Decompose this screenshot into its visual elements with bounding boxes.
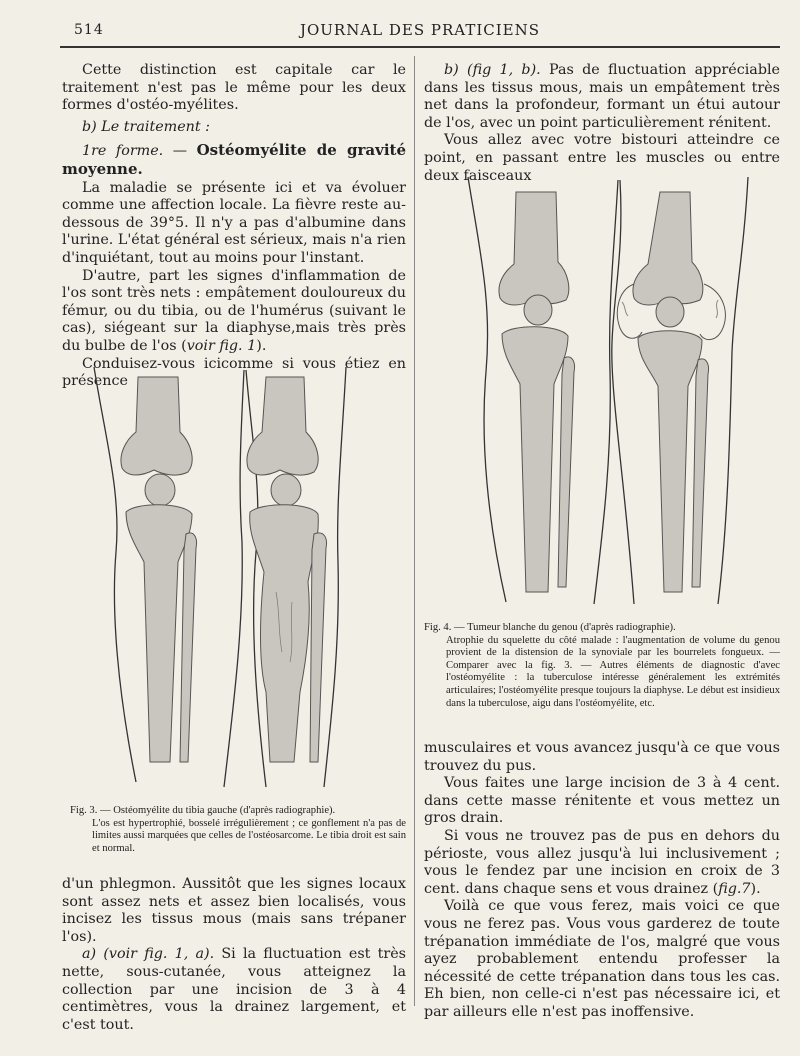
patella-right — [656, 297, 684, 327]
section-subheading: b) Le traitement : — [82, 118, 210, 135]
caption-first-line: Tumeur blanche du genou (d'après radiographie). — [467, 622, 676, 633]
femur-left — [121, 377, 192, 475]
leg-outline-left-inner — [224, 370, 244, 787]
leg-outline-left — [468, 177, 506, 602]
text-run: D'autre, part les signes d'inflammation de l'os sont très nets : empâtement douloureux du fémur, ou du tibia, ou de l'humérus (suivant le cas), siégeant sur la diaphyse,mais très près du bulbe de l'os ( — [62, 267, 406, 354]
journal-title: JOURNAL DES PRATICIENS — [299, 21, 541, 39]
caption-label: Fig. 3. — — [70, 805, 114, 816]
column-divider — [414, 56, 415, 1006]
paragraph: d'un phlegmon. Aussitôt que les signes locaux sont assez nets et assez bien localisés, vous incisez les tissus mous (mais sans trépaner l'os). — [62, 876, 406, 945]
fibula-left — [180, 533, 197, 762]
tibia-right-hypertrophied — [250, 505, 319, 762]
form-label: 1re forme. — [82, 143, 164, 160]
form-heading — [62, 142, 406, 179]
list-label: b) (fig 1, b). — [444, 62, 541, 78]
figure-reference: fig.7 — [718, 880, 751, 897]
left-column-bottom-text — [62, 876, 406, 1034]
paragraph: musculaires et vous avancez jusqu'à ce que vous trouvez du pus. — [424, 740, 780, 774]
left-column-text — [62, 62, 406, 391]
femur-right — [633, 192, 703, 305]
right-column-bottom-text — [424, 740, 780, 1022]
fibula-right — [310, 533, 327, 762]
page-number: 514 — [74, 22, 104, 38]
tibia-left — [502, 327, 568, 592]
leg-outline-left — [94, 367, 136, 782]
text-run: ). — [750, 880, 761, 897]
paragraph: Voilà ce que vous ferez, mais voici ce que vous ne ferez pas. Vous vous garderez de toute trépanation immédiate de l'os, malgré que vous ayez probablement entendu professer la nécessité de cette trépanation dans tous les cas. Eh bien, non celle-ci n'est pas nécessaire ici, et par ailleurs elle n'est pas inoffensive. — [424, 898, 780, 1020]
figure-3-illustration — [66, 362, 406, 794]
leg-outline-left-inner — [594, 180, 618, 604]
page-header — [60, 18, 780, 46]
caption-body: Atrophie du squelette du côté malade : l'augmentation de volume du genou provient de la distension de la synoviale par les bourrelets fongueux. — Comparer avec la fig. 3. — Autres éléments de diagnostic d'avec l'ostéomyélite : la tuberculose intéresse généralement les extrémités articulaires; l'ostéomyélite presque toujours la diaphyse. Le début est insidieux dans la tuberculose, aigu dans l'ostéomyélite, etc. — [446, 634, 780, 709]
leg-outline-right-inner — [324, 367, 346, 787]
leg-outline-right-inner — [718, 177, 748, 604]
text-run: Si la fluctuation est très nette, sous-cutanée, vous atteignez la collection par une incision de 3 à 4 centimètres, vous la drainez largement, et c'est tout. — [62, 946, 407, 1033]
synovial-swelling-right — [700, 284, 725, 340]
caption-body: L'os est hypertrophié, bosselé irrégulièrement ; ce gonflement n'a pas de limites aussi marquées que celles de l'ostéosarcome. Le tibia droit est sain et normal. — [92, 817, 406, 854]
paragraph: Vous faites une large incision de 3 à 4 cent. dans cette masse rénitente et vous mettez un gros drain. — [424, 775, 780, 827]
figure-4-illustration — [428, 172, 780, 612]
list-label: a) (voir fig. 1, a). — [82, 946, 215, 963]
paragraph: Cette distinction est capitale car le traitement n'est pas le même pour les deux formes d'ostéo-myélites. — [62, 62, 406, 114]
patella-right — [271, 474, 301, 506]
paragraph — [62, 268, 406, 356]
paragraph — [424, 62, 780, 132]
caption-label: Fig. 4. — — [424, 622, 468, 633]
patella-left — [145, 474, 175, 506]
femur-left — [499, 192, 569, 305]
paragraph: La maladie se présente ici et va évoluer comme une affection locale. La fièvre reste au-dessous de 39°5. Il n'y a pas d'albumine dans l'urine. L'état général est sérieux, mais n'a rien d'inquiétant, tout au moins pour l'instant. — [62, 179, 407, 266]
right-column-text — [424, 62, 780, 185]
text-run: Si vous ne trouvez pas de pus en dehors du périoste, vous allez jusqu'à lui inclusivement ; vous le fendez par une incision en croix de 3 cent. dans chaque sens et vous drainez ( — [424, 827, 780, 897]
caption-first-line: Ostéomyélite du tibia gauche (d'après radiographie). — [113, 805, 336, 816]
patella-left — [524, 295, 552, 325]
fibula-right — [692, 359, 709, 587]
paragraph — [424, 828, 780, 898]
leg-outline-right — [612, 180, 634, 604]
text-run: Pas de fluctuation appréciable dans les tissus mous, mais un empâtement très net dans la profondeur, formant un étui autour de l'os, avec un point particulièrement rénitent. — [424, 62, 781, 131]
figure-reference: voir fig. 1 — [186, 337, 257, 354]
figure-4-caption — [424, 622, 780, 710]
figure-3-caption — [70, 805, 406, 855]
form-title: Ostéomyélite de gravité moyenne. — [62, 141, 407, 178]
header-rule — [60, 46, 780, 48]
paragraph — [62, 946, 406, 1034]
paragraph: Conduisez-vous icicomme si vous étiez en présence — [62, 355, 406, 390]
paragraph: Vous allez avec votre bistouri atteindre ce point, en passant entre les muscles ou entre deux faisceaux — [424, 132, 780, 184]
fibula-left — [558, 357, 575, 587]
text-run: ). — [256, 337, 267, 354]
femur-right — [247, 377, 318, 475]
form-dash: — — [163, 143, 197, 160]
